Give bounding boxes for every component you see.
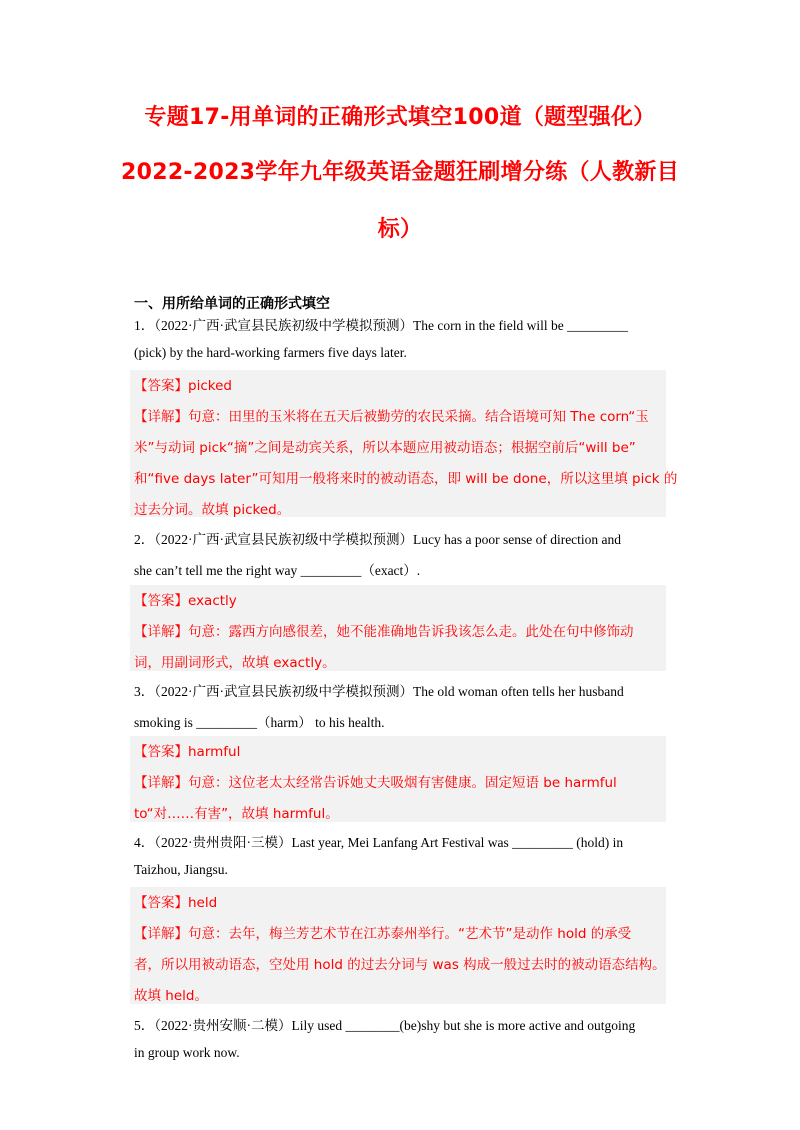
explanation-3-line-2: to“对……有害”，故填 harmful。 xyxy=(134,806,339,822)
title-line-3: 标） xyxy=(377,217,423,242)
explanation-1-line-2: 米”与动词 pick“摘”之间是动宾关系，所以本题应用被动语态；根据空前后“will be” xyxy=(134,440,636,456)
question-1-line-2: (pick) by the hard-working farmers five days later. xyxy=(134,345,407,360)
answer-4: 【答案】held xyxy=(134,895,218,911)
question-3-line-1: 3．（2022·广西·武宣县民族初级中学模拟预测）The old woman often tells her husband xyxy=(134,684,624,699)
explanation-4-line-3: 故填 held。 xyxy=(134,988,208,1004)
question-3-line-2: smoking is _________（harm） to his health. xyxy=(134,715,385,730)
explanation-4-line-2: 者，所以用被动语态，空处用 hold 的过去分词与 was 构成一般过去时的被动语态结构。 xyxy=(134,957,666,973)
explanation-4-line-1: 【详解】句意：去年，梅兰芳艺术节在江苏泰州举行。“艺术节”是动作 hold 的承受 xyxy=(134,926,632,942)
explanation-3-line-1: 【详解】句意：这位老太太经常告诉她丈夫吸烟有害健康。固定短语 be harmful xyxy=(134,775,617,791)
explanation-1-line-4: 过去分词。故填 picked。 xyxy=(134,502,291,518)
explanation-1-line-1: 【详解】句意：田里的玉米将在五天后被勤劳的农民采摘。结合语境可知 The corn“玉 xyxy=(134,409,649,425)
explanation-2-line-2: 词，用副词形式，故填 exactly。 xyxy=(134,655,336,671)
question-5-line-1: 5．（2022·贵州安顺·二模）Lily used ________(be)shy but she is more active and outgoing xyxy=(134,1018,636,1033)
question-2-line-2: she can’t tell me the right way _________（exact）. xyxy=(134,563,421,578)
answer-1: 【答案】picked xyxy=(134,378,232,394)
question-4-line-1: 4．（2022·贵州贵阳·三模）Last year, Mei Lanfang Art Festival was _________ (hold) in xyxy=(134,835,624,850)
question-1-line-1: 1．（2022·广西·武宣县民族初级中学模拟预测）The corn in the field will be _________ xyxy=(134,318,628,333)
question-2-line-1: 2．（2022·广西·武宣县民族初级中学模拟预测）Lucy has a poor sense of direction and xyxy=(134,532,622,547)
answer-2: 【答案】exactly xyxy=(134,593,237,609)
explanation-2-line-1: 【详解】句意：露西方向感很差，她不能准确地告诉我该怎么走。此处在句中修饰动 xyxy=(134,624,634,640)
question-4-line-2: Taizhou, Jiangsu. xyxy=(134,862,228,877)
section-heading: 一、用所给单词的正确形式填空 xyxy=(134,296,330,312)
title-line-2: 2022-2023学年九年级英语金题狂刷增分练（人教新目 xyxy=(121,160,679,185)
answer-3: 【答案】harmful xyxy=(134,744,241,760)
explanation-1-line-3: 和“five days later”可知用一般将来时的被动语态，即 will be done，所以这里填 pick 的 xyxy=(134,471,678,487)
title-line-1: 专题17-用单词的正确形式填空100道（题型强化） xyxy=(144,105,656,130)
question-5-line-2: in group work now. xyxy=(134,1045,240,1060)
